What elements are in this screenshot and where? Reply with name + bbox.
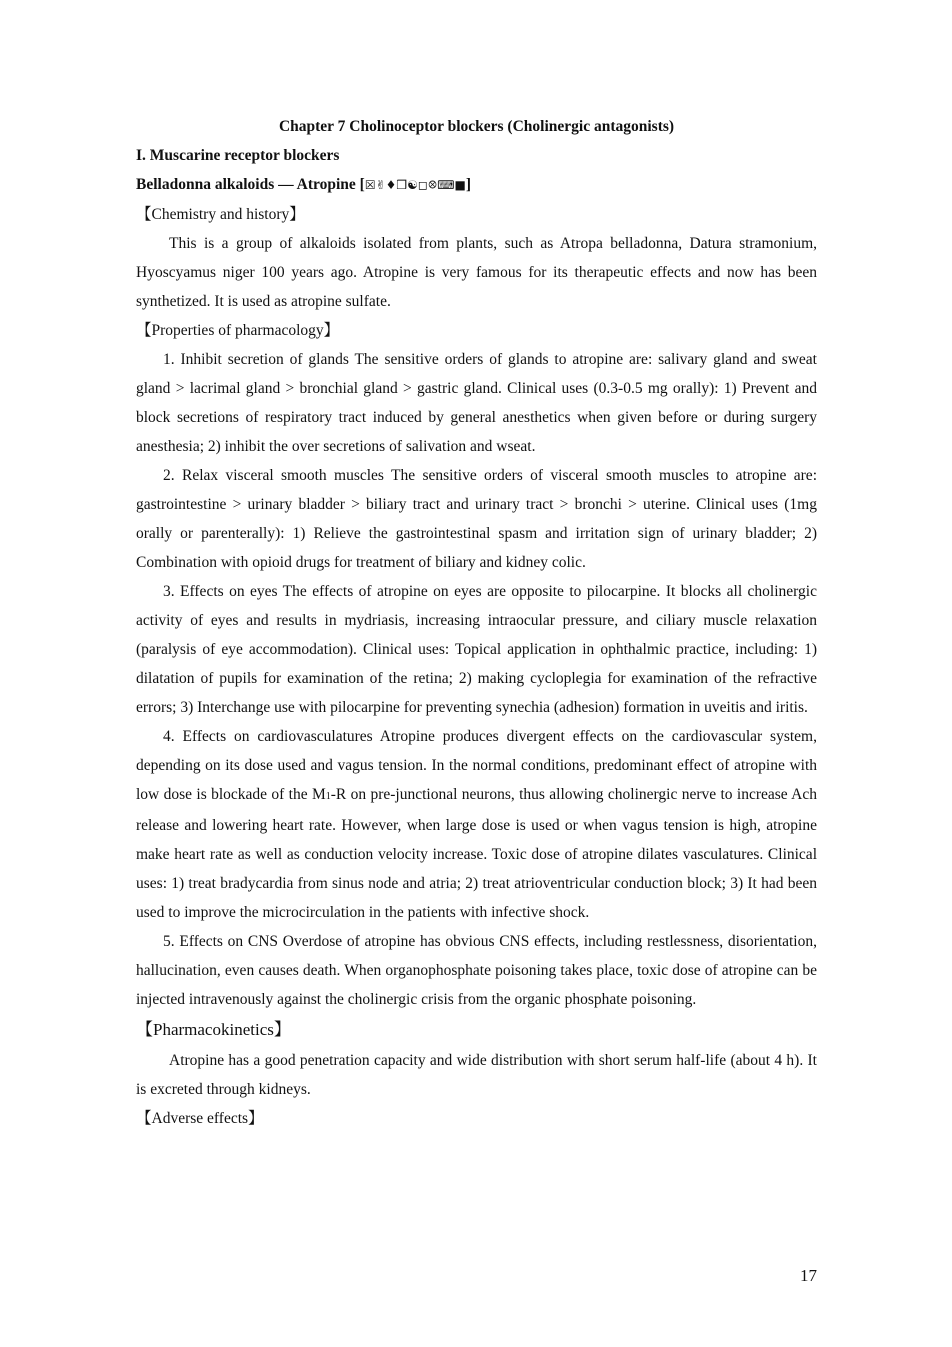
drug-heading [136,170,817,200]
pharmacokinetics-paragraph: Atropine has a good penetration capacity and wide distribution with short serum half-life (about 4 h). It is excreted through kidneys. [136,1052,817,1098]
drug-heading-close: ] [465,176,472,193]
chemistry-paragraph: This is a group of alkaloids isolated from plants, such as Atropa belladonna, Datura stramonium, Hyoscyamus niger 100 years ago. Atropine is very famous for its therapeutic effects and now has been synthetized. It is used as atropine sulfate. [136,235,817,310]
document-page [136,112,817,1133]
pharmacology-item-4 [136,722,817,927]
pharmacology-item-3: 3. Effects on eyes The effects of atropine on eyes are opposite to pilocarpine. It blocks all cholinergic activity of eyes and results in mydriasis, increasing intraocular pressure, and ciliary muscle relaxation (paralysis of eye accommodation). Clinical uses: Topical application in ophthalmic practice, including: 1) dilatation of pupils for examination of the retina; 2) making cycloplegia for examination of the refractive errors; 3) Interchange use with pilocarpine for preventing synechia (adhesion) formation in uveitis and iritis. [136,583,817,716]
pharmacology-item-5: 5. Effects on CNS Overdose of atropine has obvious CNS effects, including restlessness, disorientation, hallucination, even causes death. When organophosphate poisoning takes place, toxic dose of atropine can be injected intravenously against the cholinergic crisis from the organic phosphate poisoning. [136,933,817,1008]
adverse-effects-heading: 【Adverse effects】 [136,1110,264,1127]
chapter-title: Chapter 7 Cholinoceptor blockers (Cholinergic antagonists) [278,118,675,135]
pharmacology-item-1: 1. Inhibit secretion of glands The sensitive orders of glands to atropine are: salivary gland and sweat gland > lacrimal gland > bronchial gland > gastric gland. Clinical uses (0.3-0.5 mg orally): 1) Prevent and block secretions of respiratory tract induced by general anesthetics when given before or during surgery anesthesia; 2) inhibit the over secretions of salivation and wseat. [136,351,817,455]
item-4-text-b: -R on pre-junctional neurons, thus allowing cholinergic nerve to increase Ach release and lowering heart rate. However, when large dose is used or when vagus tension is high, atropine make heart rate as well as conduction velocity increase. Toxic dose of atropine dilates vasculatures. Clinical uses: 1) treat bradycardia from sinus node and atria; 2) treat atrioventricular conduction block; 3) It had been used to improve the microcirculation in the patients with infective shock. [136,786,817,921]
pharmacology-heading: 【Properties of pharmacology】 [136,322,340,339]
pharmacology-item-2: 2. Relax visceral smooth muscles The sensitive orders of visceral smooth muscles to atropine are: gastrointestine > urinary bladder > biliary tract and urinary tract > bronchi > uterine. Clinical uses (1mg orally or parenterally): 1) Relieve the gastrointestinal spasm and irritation sign of urinary bladder; 2) Combination with opioid drugs for treatment of biliary and kidney colic. [136,467,817,571]
item-4-text-a: 4. Effects on cardiovasculatures Atropine produces divergent effects on the cardiovascular system, depending on its dose used and vagus tension. In the normal conditions, predominant effect of atropine with low dose is blockade of the M [136,728,817,803]
chemistry-heading: 【Chemistry and history】 [136,206,305,223]
item-4-subscript: 1 [325,791,331,802]
drug-heading-text: Belladonna alkaloids — Atropine [ [136,176,365,193]
section-heading: I. Muscarine receptor blockers [136,147,340,164]
garbled-glyphs: ☒✌♦❒☯◻ꕕ⌨■ [364,178,466,192]
pharmacokinetics-heading: 【Pharmacokinetics】 [136,1020,291,1039]
page-number: 17 [800,1266,817,1285]
